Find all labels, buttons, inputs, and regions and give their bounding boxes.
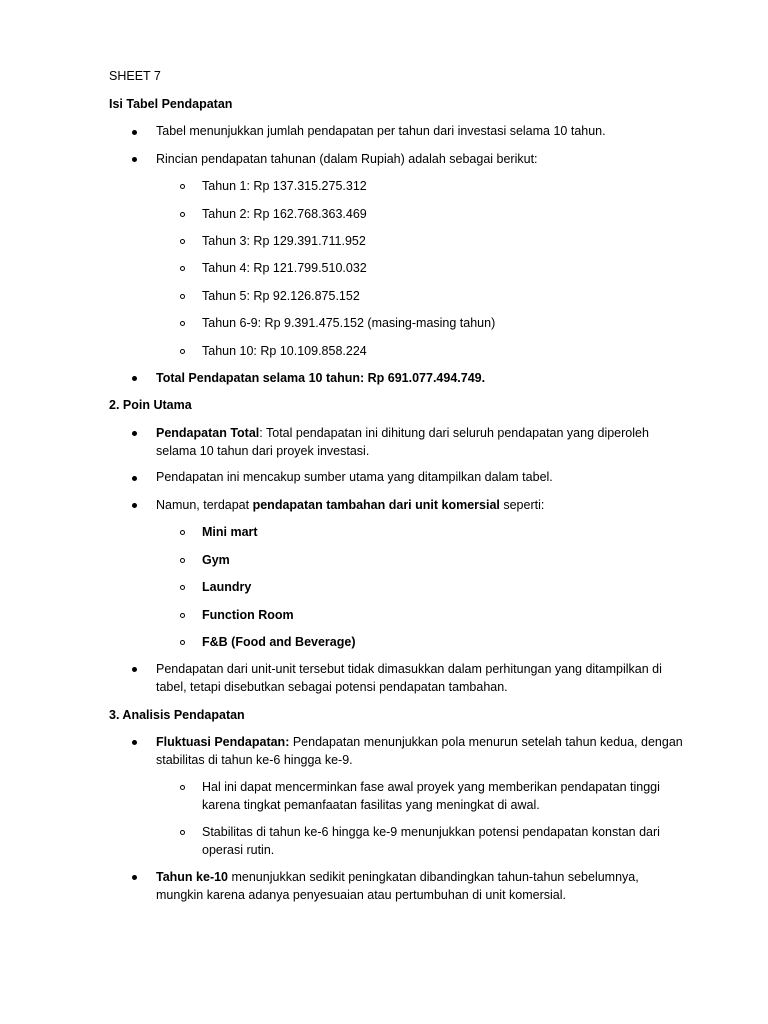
circle-bullet-icon [180, 349, 185, 354]
section3-sub1-line2: karena tingkat pemanfaatan fasilitas yang meningkat di awal. [202, 798, 540, 812]
bold-term: pendapatan tambahan dari unit komersial [252, 498, 500, 512]
circle-bullet-icon [180, 212, 185, 217]
section2-bullet1 [156, 424, 649, 442]
bullet-icon [132, 376, 137, 381]
circle-bullet-icon [180, 530, 185, 535]
circle-bullet-icon [180, 785, 185, 790]
section1-heading: Isi Tabel Pendapatan [109, 97, 233, 111]
year-item: Tahun 2: Rp 162.768.363.469 [202, 207, 367, 221]
year-item: Tahun 1: Rp 137.315.275.312 [202, 179, 367, 193]
bold-term: Pendapatan Total [156, 426, 260, 440]
section3-heading: 3. Analisis Pendapatan [109, 708, 245, 722]
bullet-icon [132, 476, 137, 481]
bullet-icon [132, 431, 137, 436]
section1-bullet2: Rincian pendapatan tahunan (dalam Rupiah) adalah sebagai berikut: [156, 152, 538, 166]
section3-bullet1-line2: stabilitas di tahun ke-6 hingga ke-9. [156, 753, 353, 767]
text-run: Namun, terdapat [156, 498, 253, 512]
section3-bullet2-line2: mungkin karena adanya penyesuaian atau pertumbuhan di unit komersial. [156, 888, 566, 902]
bullet-icon [132, 157, 137, 162]
section3-bullet2 [156, 868, 639, 886]
section2-bullet4-line2: tabel, tetapi disebutkan sebagai potensi pendapatan tambahan. [156, 680, 508, 694]
text-run: : Total pendapatan ini dihitung dari seluruh pendapatan yang diperoleh [259, 426, 649, 440]
section2-bullet4: Pendapatan dari unit-unit tersebut tidak dimasukkan dalam perhitungan yang ditampilkan di [156, 662, 662, 676]
section2-bullet2: Pendapatan ini mencakup sumber utama yang ditampilkan dalam tabel. [156, 470, 553, 484]
text-run: menunjukkan sedikit peningkatan dibandingkan tahun-tahun sebelumnya, [228, 870, 639, 884]
section3-sub2-line2: operasi rutin. [202, 843, 275, 857]
circle-bullet-icon [180, 266, 185, 271]
circle-bullet-icon [180, 558, 185, 563]
circle-bullet-icon [180, 830, 185, 835]
bullet-icon [132, 503, 137, 508]
unit-item: Function Room [202, 608, 294, 622]
total-income: Total Pendapatan selama 10 tahun: Rp 691.077.494.749. [156, 371, 486, 385]
circle-bullet-icon [180, 239, 185, 244]
text-run: seperti: [499, 498, 545, 512]
bullet-icon [132, 667, 137, 672]
bullet-icon [132, 740, 137, 745]
year-item: Tahun 5: Rp 92.126.875.152 [202, 289, 360, 303]
unit-item: Mini mart [202, 525, 258, 539]
unit-item: Laundry [202, 580, 252, 594]
circle-bullet-icon [180, 613, 185, 618]
text-run: Pendapatan menunjukkan pola menurun setelah tahun kedua, dengan [289, 735, 683, 749]
section2-heading: 2. Poin Utama [109, 398, 192, 412]
section3-sub2: Stabilitas di tahun ke-6 hingga ke-9 menunjukkan potensi pendapatan konstan dari [202, 825, 660, 839]
section3-sub1: Hal ini dapat mencerminkan fase awal proyek yang memberikan pendapatan tinggi [202, 780, 660, 794]
unit-item: Gym [202, 553, 230, 567]
section2-bullet3 [156, 496, 544, 514]
bullet-icon [132, 130, 137, 135]
circle-bullet-icon [180, 640, 185, 645]
bold-term: Fluktuasi Pendapatan: [156, 735, 290, 749]
bold-term: Tahun ke-10 [156, 870, 229, 884]
year-item: Tahun 6-9: Rp 9.391.475.152 (masing-masing tahun) [202, 316, 496, 330]
section2-bullet1-line2: selama 10 tahun dari proyek investasi. [156, 444, 370, 458]
section1-bullet1: Tabel menunjukkan jumlah pendapatan per tahun dari investasi selama 10 tahun. [156, 124, 606, 138]
section3-bullet1 [156, 733, 683, 751]
circle-bullet-icon [180, 184, 185, 189]
unit-item: F&B (Food and Beverage) [202, 635, 356, 649]
year-item: Tahun 10: Rp 10.109.858.224 [202, 344, 367, 358]
year-item: Tahun 3: Rp 129.391.711.952 [202, 234, 366, 248]
circle-bullet-icon [180, 294, 185, 299]
bullet-icon [132, 875, 137, 880]
circle-bullet-icon [180, 321, 185, 326]
year-item: Tahun 4: Rp 121.799.510.032 [202, 261, 367, 275]
sheet-title: SHEET 7 [109, 69, 161, 83]
circle-bullet-icon [180, 585, 185, 590]
